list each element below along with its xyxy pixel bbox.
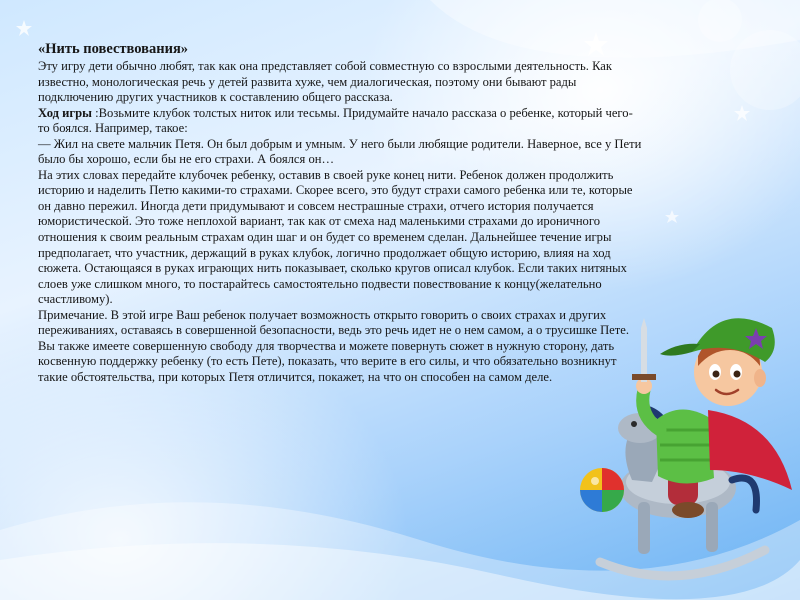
paragraph-story: — Жил на свете мальчик Петя. Он был добрым и умным. У него были любящие родители. Наверное, все у Пети было бы хорошо, если бы не его страхи. А боялся он… xyxy=(38,136,642,167)
star-icon xyxy=(16,20,32,36)
document-title: «Нить повествования» xyxy=(38,41,189,57)
paragraph-instructions: На этих словах передайте клубочек ребенку, оставив в своей руке конец нити. Ребенок должен продолжить историю и наделить Петю какими-то страхами. Скорее всего, это будут страхи самого ребенка или те, которые он давно пережил. Иногда дети придумывают и совсем нестрашные страхи, отчего история получается юмористической. Это тоже неплохой вариант, так как от смеха над маленькими страхами до ироничного отношения к своим реальным страхам один шаг и он будет со временем сделан. Дальнейшее течение игры предполагает, что участник, держащий в руках клубок, логично продолжает общую историю, влияя на ход сюжета. Остающаяся в руках играющих нить показывает, сколько кругов описал клубок. Если таких нитяных слоев уже слишком много, то постарайтесь самостоятельно подвести повествование к концу(желательно счастливому). xyxy=(38,167,633,307)
boy-on-rocking-horse-illustration xyxy=(560,270,800,600)
paragraph-intro: Эту игру дети обычно любят, так как она представляет собой совместную со взрослыми деятельность. Как известно, монологическая речь у детей развита хуже, чем диалогическая, поэтому они бывают рады подключению других участников к составлению общего рассказа. xyxy=(38,59,613,105)
document-body xyxy=(38,40,643,385)
paragraph-note: Примечание. В этой игре Ваш ребенок получает возможность открыто говорить о своих страхах и других переживаниях, оставаясь в совершенной безопасности, ведь это речь идет не о нем самом, а о трусишке Пете. Вы также имеете совершенную свободу для творчества и можете повернуть сюжет в нужную сторону, дать косвенную поддержку ребенку (то есть Пете), показать, что верите в его силы, и что обязательно возникнут такие обстоятельства, при которых Петя отличится, покажет, на что он способен на самом деле. xyxy=(38,307,629,384)
paragraph-course-text: :Возьмите клубок толстых ниток или тесьмы. Придумайте начало рассказа о ребенке, который чего-то боялся. Например, такое: xyxy=(38,105,633,136)
star-icon xyxy=(665,210,679,223)
paragraph-course-label: Ход игры xyxy=(38,105,92,120)
ball-icon xyxy=(580,468,624,512)
star-icon xyxy=(734,105,750,121)
paragraph-course xyxy=(38,106,643,137)
